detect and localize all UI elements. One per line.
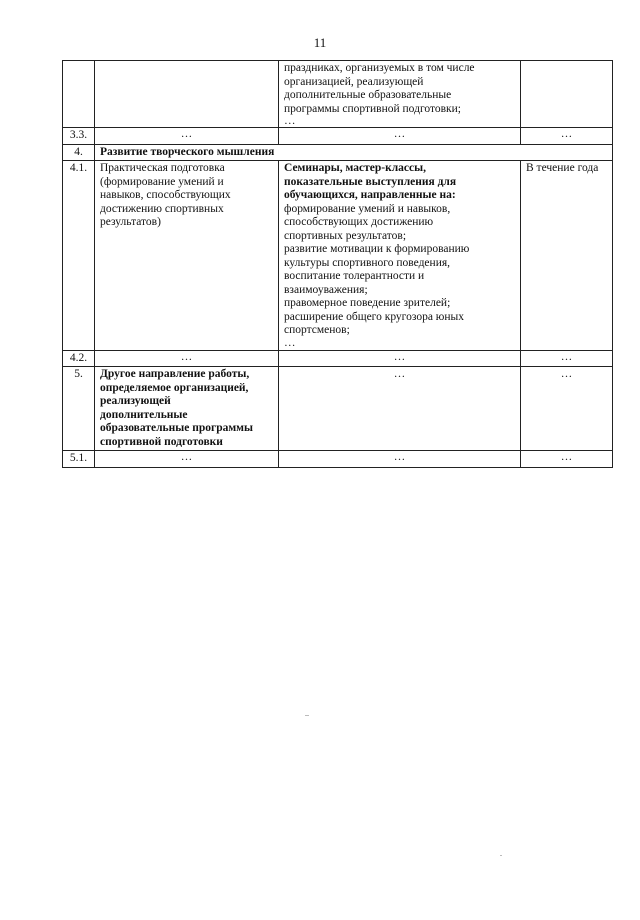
- plan-table: [62, 60, 613, 468]
- activities-cell: …: [279, 451, 521, 468]
- direction-line: спортивной подготовки: [100, 435, 223, 448]
- activities-cell: [279, 161, 521, 351]
- row-number: 4.1.: [63, 161, 95, 351]
- activities-line: организацией, реализующей: [284, 75, 424, 88]
- activities-line: расширение общего кругозора юных: [284, 310, 465, 323]
- direction-line: Практическая подготовка: [100, 162, 225, 174]
- direction-cell: …: [95, 451, 279, 468]
- direction-line: определяемое организацией,: [100, 381, 249, 394]
- section-title: Развитие творческого мышления: [95, 144, 613, 161]
- direction-line: достижению спортивных: [100, 202, 224, 215]
- direction-line: образовательные программы: [100, 422, 253, 434]
- activities-line: программы спортивной подготовки;: [284, 102, 461, 115]
- activities-line: спортсменов;: [284, 324, 350, 336]
- table-row: [63, 144, 613, 161]
- time-cell: …: [521, 128, 613, 145]
- activities-line: взаимоуважения;: [284, 283, 368, 296]
- direction-line: Другое направление работы,: [100, 368, 250, 380]
- direction-cell: [95, 61, 279, 128]
- direction-cell: …: [95, 128, 279, 145]
- time-cell: [521, 61, 613, 128]
- page-number: 11: [313, 35, 327, 50]
- time-cell: …: [521, 367, 613, 451]
- direction-cell: [95, 367, 279, 451]
- activities-line: праздниках, организуемых в том числе: [284, 62, 475, 74]
- activities-line: …: [284, 336, 296, 349]
- activities-heading-line: обучающихся, направленные на:: [284, 189, 456, 201]
- activities-line: …: [284, 115, 296, 127]
- table-row: [63, 128, 613, 145]
- time-cell: …: [521, 451, 613, 468]
- activities-line: формирование умений и навыков,: [284, 202, 451, 215]
- activities-line: правомерное поведение зрителей;: [284, 297, 451, 309]
- row-number: 5.1.: [63, 451, 95, 468]
- row-number: 4.: [63, 144, 95, 161]
- table-row: [63, 451, 613, 468]
- scan-speck: [305, 715, 309, 716]
- activities-line: воспитание толерантности и: [284, 270, 425, 282]
- direction-line: результатов): [100, 216, 161, 228]
- activities-line: развитие мотивации к формированию: [284, 243, 470, 255]
- activities-heading-line: показательные выступления для: [284, 175, 457, 188]
- direction-cell: [95, 161, 279, 351]
- activities-cell: …: [279, 367, 521, 451]
- scan-speck: [500, 855, 502, 856]
- table-row: [63, 61, 613, 128]
- time-cell: В течение года: [521, 161, 613, 351]
- table-row: [63, 161, 613, 351]
- activities-cell: …: [279, 350, 521, 367]
- row-number: 5.: [63, 367, 95, 451]
- activities-line: культуры спортивного поведения,: [284, 256, 451, 269]
- row-number: 3.3.: [63, 128, 95, 145]
- row-number: 4.2.: [63, 350, 95, 367]
- direction-line: (формирование умений и: [100, 175, 224, 188]
- direction-line: реализующей: [100, 395, 171, 407]
- activities-line: спортивных результатов;: [284, 229, 407, 242]
- row-number: [63, 61, 95, 128]
- direction-line: дополнительные: [100, 408, 188, 421]
- table-row: [63, 350, 613, 367]
- activities-cell: …: [279, 128, 521, 145]
- activities-line: дополнительные образовательные: [284, 89, 452, 101]
- direction-cell: …: [95, 350, 279, 367]
- direction-line: навыков, способствующих: [100, 189, 231, 201]
- activities-cell: [279, 61, 521, 128]
- activities-heading-line: Семинары, мастер-классы,: [284, 162, 426, 174]
- activities-line: способствующих достижению: [284, 216, 434, 228]
- table-row: [63, 367, 613, 451]
- time-cell: …: [521, 350, 613, 367]
